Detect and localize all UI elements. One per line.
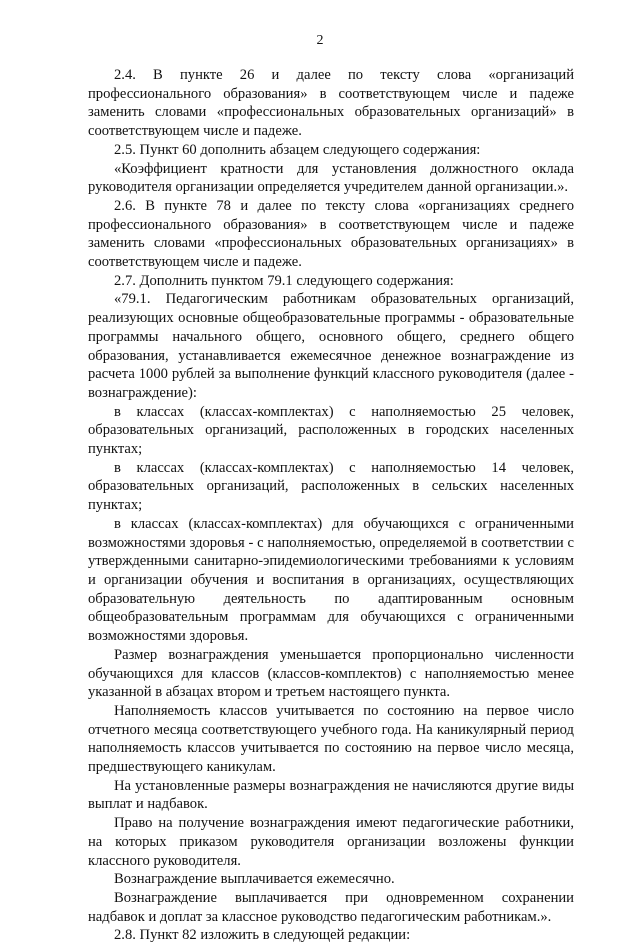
paragraph-class-size-accounting: Наполняемость классов учитывается по состоянию на первое число отчетного месяца соответствующего учебного года. На каникулярный период наполняемость классов учитывается по состоянию на первое число месяца, предшествующего каникулам. bbox=[88, 702, 574, 776]
paragraph-2-4: 2.4. В пункте 26 и далее по тексту слова «организаций профессионального образования» в соответствующем числе и падеже заменить словами «профессиональных образовательных организаций» в соответствующем числе и падеже. bbox=[88, 67, 574, 140]
page-number: 2 bbox=[316, 33, 324, 48]
paragraph-eligibility: Право на получение вознаграждения имеют педагогические работники, на которых приказом руководителя организации возложены функции классного руководителя. bbox=[88, 815, 574, 869]
paragraph-2-5: 2.5. Пункт 60 дополнить абзацем следующего содержания: bbox=[114, 141, 481, 158]
paragraph-special-needs-classes: в классах (классах-комплектах) для обучающихся с ограниченными возможностями здоровья - с наполняемостью, определяемой в соответствии с утвержденными санитарно-эпидемиологическими требованиями к условиям и организации обучения и воспитания в организациях, осуществляющих образовательную деятельность по адаптированным основным общеобразовательным программам для обучающихся с ограниченными возможностями здоровья. bbox=[88, 515, 574, 645]
paragraph-monthly-payment: Вознаграждение выплачивается ежемесячно. bbox=[114, 871, 395, 888]
paragraph-2-7: 2.7. Дополнить пунктом 79.1 следующего содержания: bbox=[114, 272, 454, 289]
paragraph-no-other-payments: На установленные размеры вознаграждения не начисляются другие виды выплат и надбавок. bbox=[88, 777, 574, 813]
paragraph-2-5-quote: «Коэффициент кратности для установления должностного оклада руководителя организации определяется учредителем данной организации.». bbox=[88, 160, 574, 196]
paragraph-2-8: 2.8. Пункт 82 изложить в следующей редакции: bbox=[114, 927, 411, 944]
paragraph-2-6: 2.6. В пункте 78 и далее по тексту слова «организациях среднего профессионального образования» в соответствующем числе и падеже заменить словами «профессиональных образовательных организациях» в соответствующем числе и падеже. bbox=[88, 197, 574, 271]
paragraph-reward-reduction: Размер вознаграждения уменьшается пропорционально численности обучающихся для классов (классов-комплектов) с наполняемостью менее указанной в абзацах втором и третьем настоящего пункта. bbox=[88, 646, 574, 701]
paragraph-urban-classes: в классах (классах-комплектах) с наполняемостью 25 человек, образовательных организаций, расположенных в городских населенных пунктах; bbox=[88, 403, 574, 458]
paragraph-79-1: «79.1. Педагогическим работникам образовательных организаций, реализующих основные общеобразовательные программы - образовательные программы начального общего, основного общего, среднего общего образования, устанавливается ежемесячное денежное вознаграждение из расчета 1000 рублей за выполнение функций классного руководителя (далее - вознаграждение): bbox=[88, 291, 574, 401]
document-body bbox=[88, 66, 574, 945]
paragraph-rural-classes: в классах (классах-комплектах) с наполняемостью 14 человек, образовательных организаций, расположенных в сельских населенных пунктах; bbox=[88, 459, 574, 514]
paragraph-simultaneous-payment: Вознаграждение выплачивается при одновременном сохранении надбавок и доплат за классное руководство педагогическим работникам.». bbox=[88, 889, 574, 925]
